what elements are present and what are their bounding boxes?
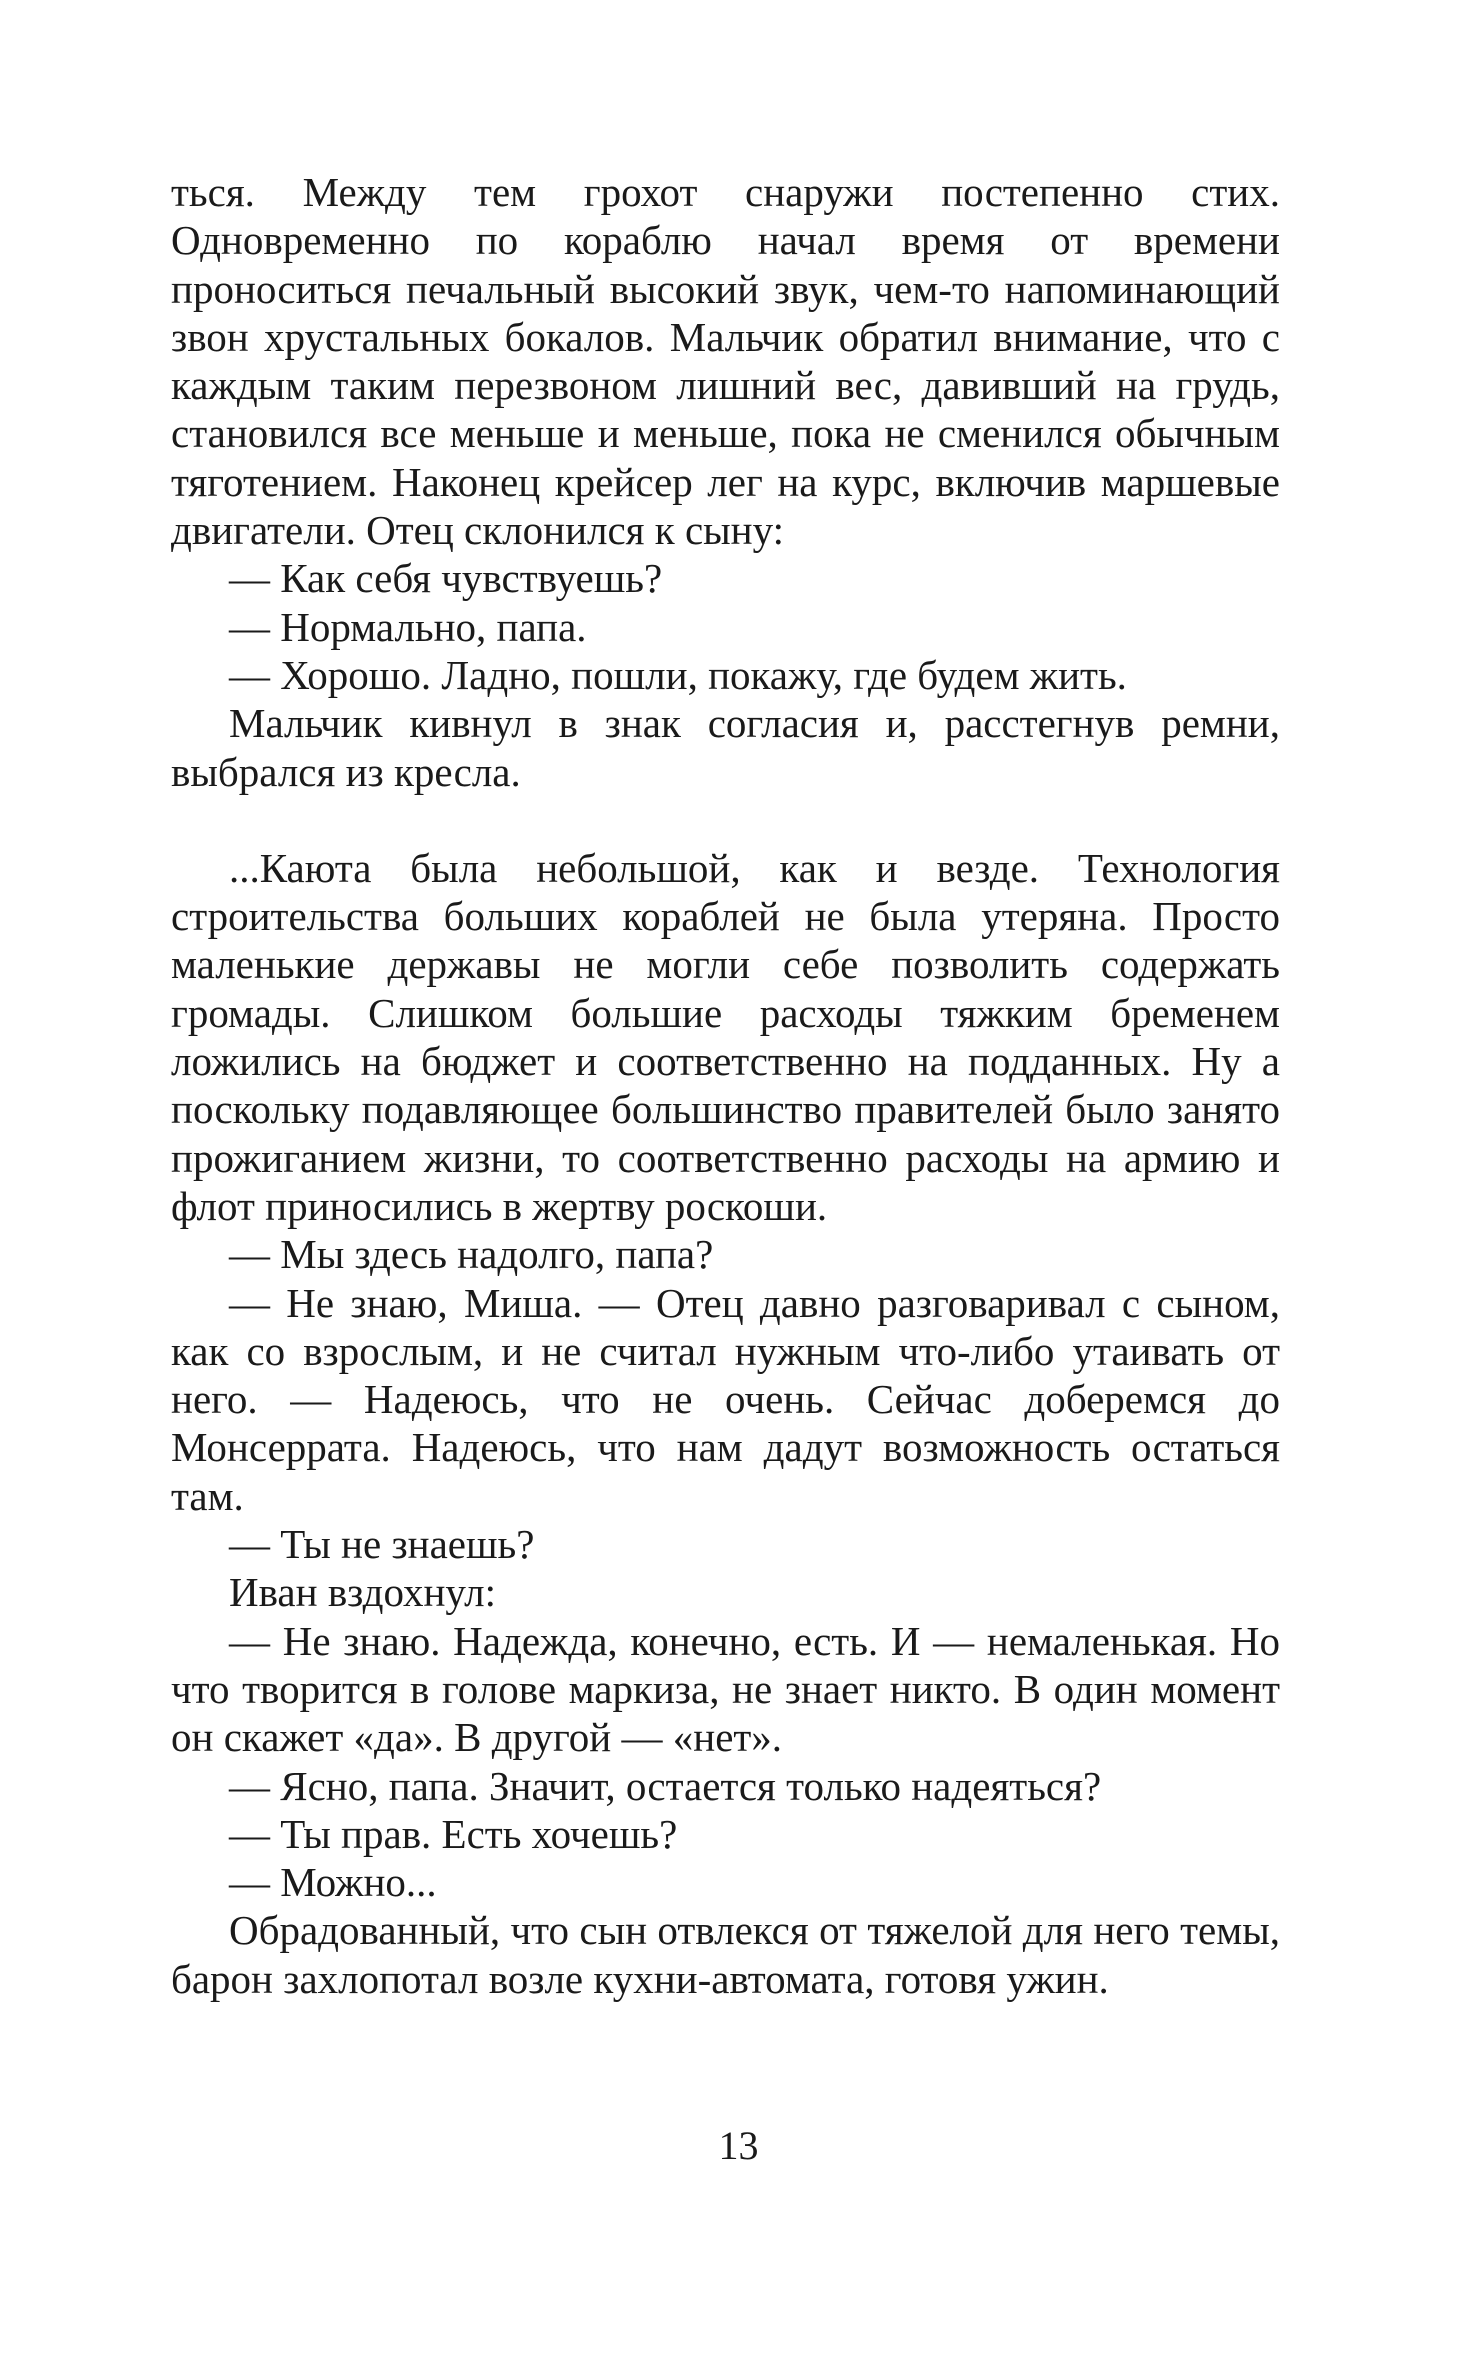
dialogue-line: — Нормально, папа. (229, 603, 587, 650)
dialogue-line: — Как себя чувствуешь? (229, 555, 663, 602)
section-1 (171, 168, 1280, 796)
dialogue-line: — Хорошо. Ладно, пошли, покажу, где будем жить. (229, 651, 1127, 698)
section-break (171, 796, 1280, 844)
dialogue-line: — Можно... (229, 1859, 437, 1906)
dialogue-line: — Ты не знаешь? (229, 1521, 535, 1568)
page-number: 13 (718, 2123, 759, 2168)
paragraph: ться. Между тем грохот снаружи постепенно стих. Одновременно по кораблю начал время от времени проноситься печальный высокий звук, чем-то напоминающий звон хрустальных бокалов. Мальчик обратил внимание, что с каждым таким перезвоном лишний вес, давивший на грудь, становился все меньше и меньше, пока не сменился обычным тяготением. Наконец крейсер лег на курс, включив маршевые двигатели. Отец склонился к сыну: (171, 169, 1280, 554)
dialogue-line: — Не знаю, Миша. — Отец давно разговаривал с сыном, как со взрослым, и не считал нужным что-либо утаивать от него. — Надеюсь, что не очень. Сейчас доберемся до Монсеррата. Надеюсь, что нам дадут возможность остаться там. (171, 1279, 1280, 1519)
paragraph: Мальчик кивнул в знак согласия и, расстегнув ремни, выбрался из кресла. (171, 700, 1280, 795)
dialogue-line: — Мы здесь надолго, папа? (229, 1231, 714, 1278)
paragraph: Иван вздохнул: (229, 1569, 496, 1616)
section-2 (171, 844, 1280, 2003)
dialogue-line: — Ты прав. Есть хочешь? (229, 1810, 678, 1857)
paragraph: Обрадованный, что сын отвлекся от тяжелой для него темы, барон захлопотал возле кухни-автомата, готовя ужин. (171, 1907, 1280, 2002)
page-body (171, 168, 1280, 2003)
dialogue-line: — Ясно, папа. Значит, остается только надеяться? (229, 1762, 1102, 1809)
paragraph: ...Каюта была небольшой, как и везде. Технология строительства больших кораблей не была утеряна. Просто маленькие державы не могли себе позволить содержать громады. Слишком большие расходы тяжким бременем ложились на бюджет и соответственно на подданных. Ну а поскольку подавляющее большинство правителей было занято прожиганием жизни, то соответственно расходы на армию и флот приносились в жертву роскоши. (171, 844, 1280, 1229)
dialogue-line: — Не знаю. Надежда, конечно, есть. И — немаленькая. Но что творится в голове маркиза, не знает никто. В один момент он скажет «да». В другой — «нет». (171, 1617, 1280, 1761)
